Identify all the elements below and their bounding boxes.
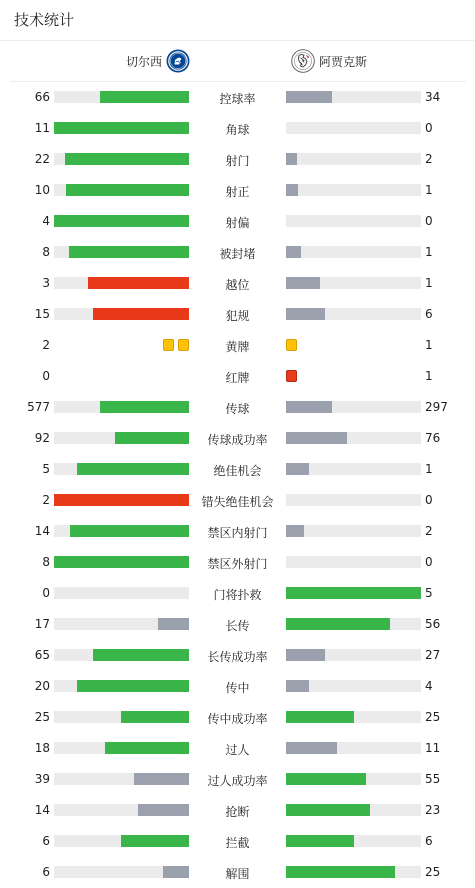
home-value: 2 [42, 338, 50, 352]
away-bar-fill [286, 91, 332, 103]
away-value: 1 [425, 462, 433, 476]
away-value: 76 [425, 431, 441, 445]
away-bar-track [286, 91, 421, 103]
stat-row [0, 144, 475, 175]
stat-row [0, 764, 475, 795]
away-value: 1 [425, 245, 433, 259]
home-value: 8 [42, 245, 50, 259]
away-bar-track [286, 649, 421, 661]
stat-label: 错失绝佳机会 [201, 495, 274, 509]
away-bar-track [286, 122, 421, 134]
stat-label: 绝佳机会 [213, 464, 262, 478]
home-bar-track [54, 432, 189, 444]
home-value: 11 [34, 121, 50, 135]
stat-row [0, 299, 475, 330]
away-bar-track [286, 308, 421, 320]
stat-label: 控球率 [219, 92, 256, 106]
away-bar-track [286, 246, 421, 258]
stat-row [0, 454, 475, 485]
stat-label: 长传 [225, 619, 250, 633]
stat-row [0, 516, 475, 547]
home-bar-fill [138, 804, 189, 816]
stat-label: 过人 [225, 743, 250, 757]
away-bar-track [286, 711, 421, 723]
home-bar-track [54, 308, 189, 320]
home-bar-track [54, 866, 189, 878]
away-value: 5 [425, 586, 433, 600]
away-value: 4 [425, 679, 433, 693]
away-bar-fill [286, 866, 395, 878]
away-bar-track [286, 556, 421, 568]
stat-row [0, 733, 475, 764]
home-bar-track [54, 773, 189, 785]
yellow-card-icon [286, 339, 297, 351]
stat-label: 解围 [225, 867, 250, 881]
stat-label: 抢断 [225, 805, 250, 819]
home-bar-track [54, 835, 189, 847]
away-bar-track [286, 680, 421, 692]
away-bar-track [286, 494, 421, 506]
home-value: 22 [34, 152, 50, 166]
away-value: 0 [425, 214, 433, 228]
home-bar-fill [77, 463, 189, 475]
home-value: 4 [42, 214, 50, 228]
stats-list [0, 82, 475, 888]
home-value: 0 [42, 369, 50, 383]
away-value: 6 [425, 307, 433, 321]
away-bar-fill [286, 432, 347, 444]
away-value: 1 [425, 183, 433, 197]
away-bar-track [286, 804, 421, 816]
home-value: 6 [42, 865, 50, 879]
home-value: 8 [42, 555, 50, 569]
home-value: 5 [42, 462, 50, 476]
away-bar-fill [286, 835, 354, 847]
home-team-name: 切尔西 [125, 54, 162, 69]
away-bar-fill [286, 153, 297, 165]
home-bar-fill [158, 618, 189, 630]
home-bar-track [54, 153, 189, 165]
home-bar-track [54, 246, 189, 258]
away-bar-fill [286, 525, 304, 537]
home-bar-track [54, 494, 189, 506]
home-bar-track [54, 122, 189, 134]
away-bar-fill [286, 277, 320, 289]
home-value: 0 [42, 586, 50, 600]
home-bar-track [54, 215, 189, 227]
away-bar-track [286, 215, 421, 227]
stat-label: 红牌 [225, 371, 250, 385]
away-cards [286, 370, 297, 382]
away-bar-fill [286, 246, 301, 258]
home-bar-fill [54, 215, 189, 227]
home-bar-track [54, 91, 189, 103]
home-bar-track [54, 463, 189, 475]
stat-row [0, 206, 475, 237]
away-value: 55 [425, 772, 441, 786]
chelsea-logo-icon [166, 49, 190, 73]
stat-label: 越位 [225, 278, 250, 292]
stat-label: 长传成功率 [207, 650, 268, 664]
home-bar-track [54, 742, 189, 754]
home-value: 577 [27, 400, 50, 414]
away-value: 1 [425, 276, 433, 290]
away-bar-track [286, 525, 421, 537]
stat-row [0, 237, 475, 268]
stat-label: 禁区内射门 [207, 526, 268, 540]
home-bar-track [54, 184, 189, 196]
stat-row [0, 485, 475, 516]
home-value: 92 [34, 431, 50, 445]
stat-row [0, 113, 475, 144]
stat-row [0, 857, 475, 888]
stat-label: 传中 [225, 681, 250, 695]
stat-row [0, 361, 475, 392]
home-bar-track [54, 401, 189, 413]
home-bar-fill [105, 742, 189, 754]
stat-label: 射正 [225, 185, 250, 199]
away-bar-track [286, 866, 421, 878]
stat-row [0, 578, 475, 609]
away-value: 27 [425, 648, 441, 662]
home-value: 18 [34, 741, 50, 755]
away-bar-fill [286, 711, 354, 723]
home-value: 14 [34, 524, 50, 538]
stat-row [0, 330, 475, 361]
home-value: 10 [34, 183, 50, 197]
home-value: 17 [34, 617, 50, 631]
away-bar-fill [286, 804, 370, 816]
away-value: 56 [425, 617, 441, 631]
away-team[interactable] [291, 49, 367, 73]
home-cards [163, 339, 189, 351]
away-value: 25 [425, 710, 441, 724]
away-bar-fill [286, 680, 309, 692]
stat-row [0, 826, 475, 857]
away-bar-track [286, 184, 421, 196]
stat-label: 拦截 [225, 836, 250, 850]
stat-label: 传球 [225, 402, 250, 416]
stat-label: 传中成功率 [207, 712, 268, 726]
away-bar-fill [286, 649, 325, 661]
stat-row [0, 175, 475, 206]
away-value: 1 [425, 369, 433, 383]
stat-label: 角球 [225, 123, 250, 137]
home-bar-fill [69, 246, 189, 258]
away-value: 297 [425, 400, 448, 414]
home-team[interactable] [126, 49, 190, 73]
home-bar-track [54, 618, 189, 630]
stat-row [0, 268, 475, 299]
away-bar-fill [286, 742, 337, 754]
home-bar-fill [121, 711, 189, 723]
home-bar-fill [54, 494, 189, 506]
home-bar-fill [100, 91, 189, 103]
home-bar-track [54, 680, 189, 692]
home-value: 6 [42, 834, 50, 848]
home-value: 66 [34, 90, 50, 104]
home-bar-fill [93, 308, 189, 320]
away-value: 0 [425, 121, 433, 135]
teams-header [10, 41, 466, 82]
home-bar-fill [54, 122, 189, 134]
away-bar-fill [286, 587, 421, 599]
home-value: 15 [34, 307, 50, 321]
home-bar-fill [115, 432, 189, 444]
away-value: 2 [425, 524, 433, 538]
home-value: 20 [34, 679, 50, 693]
away-bar-track [286, 618, 421, 630]
home-bar-fill [66, 184, 189, 196]
home-bar-fill [88, 277, 189, 289]
home-bar-fill [77, 680, 189, 692]
away-bar-track [286, 401, 421, 413]
stat-label: 黄牌 [225, 340, 250, 354]
away-bar-track [286, 587, 421, 599]
stat-row [0, 671, 475, 702]
home-bar-fill [54, 556, 189, 568]
page-title: 技术统计 [14, 11, 75, 29]
home-bar-fill [134, 773, 189, 785]
home-bar-fill [163, 866, 189, 878]
home-bar-track [54, 649, 189, 661]
away-bar-track [286, 432, 421, 444]
away-bar-fill [286, 463, 309, 475]
stat-label: 禁区外射门 [207, 557, 268, 571]
home-bar-fill [100, 401, 189, 413]
away-bar-fill [286, 308, 325, 320]
away-value: 0 [425, 555, 433, 569]
stat-label: 犯规 [225, 309, 250, 323]
away-team-name: 阿贾克斯 [319, 54, 368, 69]
stat-row [0, 795, 475, 826]
stat-label: 门将扑救 [213, 588, 262, 602]
home-bar-track [54, 277, 189, 289]
away-bar-fill [286, 184, 298, 196]
yellow-card-icon [163, 339, 174, 351]
away-value: 0 [425, 493, 433, 507]
away-bar-fill [286, 401, 332, 413]
stat-row [0, 640, 475, 671]
home-bar-fill [65, 153, 189, 165]
home-bar-track [54, 556, 189, 568]
away-bar-track [286, 153, 421, 165]
away-bar-track [286, 835, 421, 847]
stat-row [0, 82, 475, 113]
away-bar-fill [286, 618, 390, 630]
home-value: 65 [34, 648, 50, 662]
yellow-card-icon [178, 339, 189, 351]
stat-label: 被封堵 [219, 247, 256, 261]
home-bar-fill [93, 649, 189, 661]
stat-label: 过人成功率 [207, 774, 268, 788]
home-value: 3 [42, 276, 50, 290]
home-value: 2 [42, 493, 50, 507]
home-bar-fill [121, 835, 189, 847]
home-bar-fill [70, 525, 189, 537]
away-cards [286, 339, 297, 351]
home-bar-track [54, 711, 189, 723]
away-bar-track [286, 463, 421, 475]
away-value: 23 [425, 803, 441, 817]
home-bar-track [54, 525, 189, 537]
home-bar-track [54, 804, 189, 816]
away-value: 2 [425, 152, 433, 166]
away-value: 1 [425, 338, 433, 352]
away-bar-track [286, 277, 421, 289]
red-card-icon [286, 370, 297, 382]
away-value: 34 [425, 90, 441, 104]
home-value: 25 [34, 710, 50, 724]
away-value: 25 [425, 865, 441, 879]
ajax-logo-icon [291, 49, 315, 73]
away-value: 11 [425, 741, 441, 755]
away-value: 6 [425, 834, 433, 848]
away-bar-track [286, 742, 421, 754]
away-bar-track [286, 773, 421, 785]
away-bar-fill [286, 773, 366, 785]
stat-row [0, 392, 475, 423]
stat-row [0, 547, 475, 578]
stat-row [0, 423, 475, 454]
stat-row [0, 702, 475, 733]
home-value: 14 [34, 803, 50, 817]
stat-label: 射门 [225, 154, 250, 168]
stat-label: 传球成功率 [207, 433, 268, 447]
stat-row [0, 609, 475, 640]
stat-label: 射偏 [225, 216, 250, 230]
home-bar-track [54, 587, 189, 599]
home-value: 39 [34, 772, 50, 786]
